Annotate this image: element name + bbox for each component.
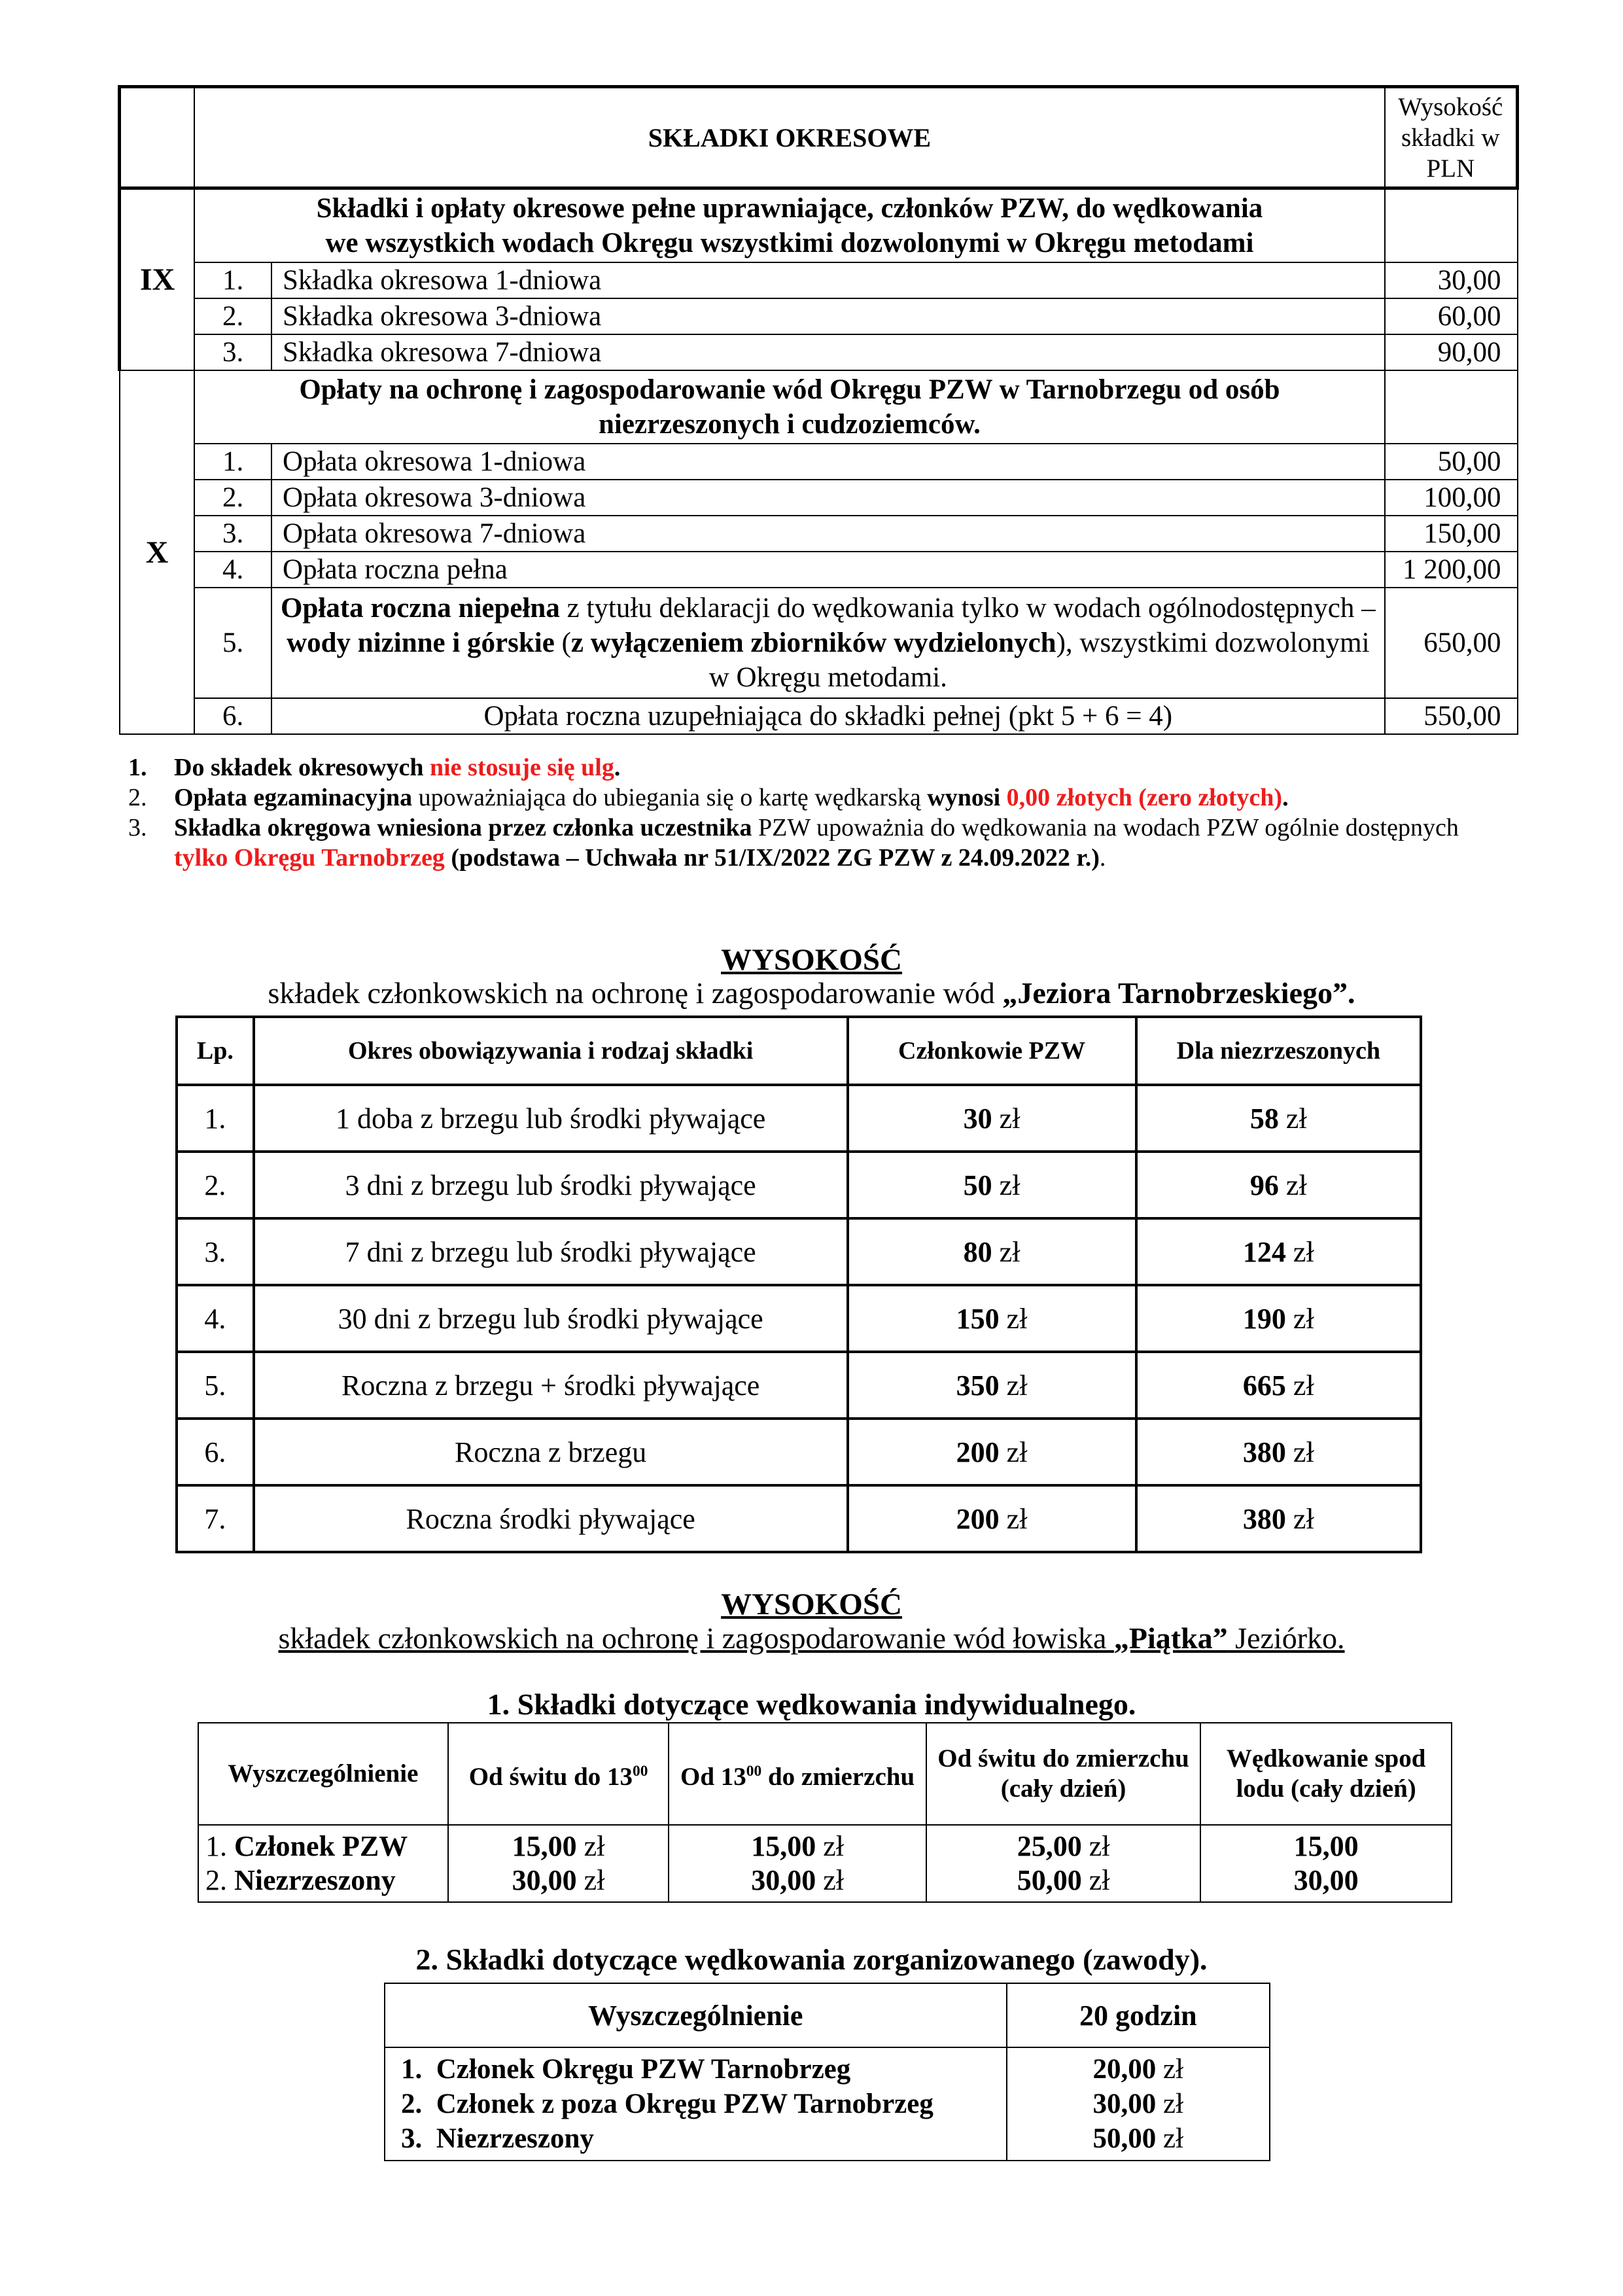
item-number: 1. xyxy=(401,2054,423,2085)
fee-amount: 50,00 xyxy=(1017,1864,1082,1896)
row-label: Opłata roczna uzupełniająca do składki pełnej (pkt 5 + 6 = 4) xyxy=(271,698,1385,734)
row-number: 2. xyxy=(194,298,271,334)
row-value: 90,00 xyxy=(1385,334,1518,370)
fee-unit: zł xyxy=(992,1235,1021,1268)
text-red: nie stosuje się ulg xyxy=(429,754,614,781)
row-label: Opłata okresowa 3-dniowa xyxy=(271,480,1385,516)
list-item xyxy=(401,2052,1006,2087)
text-bold: „Jeziora Tarnobrzeskiego”. xyxy=(1002,976,1355,1010)
row-number: 5. xyxy=(177,1352,254,1419)
fee-pzw-cell xyxy=(848,1285,1136,1352)
item-prefix: 2. xyxy=(205,1864,234,1896)
fee-unit: zł xyxy=(1278,1169,1307,1201)
row-label: Składka okresowa 1-dniowa xyxy=(271,262,1385,298)
fee-non-member-cell xyxy=(1136,1218,1421,1285)
fee-unit: zł xyxy=(1285,1436,1314,1468)
list-item xyxy=(205,1829,447,1863)
row-label: Opłata okresowa 7-dniowa xyxy=(271,516,1385,552)
text-bold: z wyłączeniem zbiorników wydzielonych xyxy=(570,627,1056,658)
fee-amount: 30,00 xyxy=(751,1864,816,1896)
column-header: Wyszczególnienie xyxy=(198,1723,448,1825)
member-types-cell xyxy=(198,1825,448,1902)
table-row xyxy=(177,1085,1421,1152)
fee-amount: 150 xyxy=(956,1302,1000,1335)
row-value: 150,00 xyxy=(1385,516,1518,552)
fee-unit: zł xyxy=(816,1830,844,1862)
fee-cell xyxy=(669,1825,926,1902)
row-description: 30 dni z brzegu lub środki pływające xyxy=(254,1285,848,1352)
footnote-item xyxy=(128,813,1502,873)
text-red: 0,00 złotych (zero złotych) xyxy=(1006,784,1283,811)
fee-non-member-cell xyxy=(1136,1285,1421,1352)
fee-unit: zł xyxy=(999,1436,1028,1468)
fee-amount: 380 xyxy=(1242,1502,1286,1535)
fee-amount: 200 xyxy=(956,1502,1000,1535)
text-plain: . xyxy=(1099,844,1106,872)
column-header: Lp. xyxy=(177,1017,254,1085)
row-value: 30,00 xyxy=(1385,262,1518,298)
row-label: Opłata okresowa 1-dniowa xyxy=(271,444,1385,480)
row-value: 550,00 xyxy=(1385,698,1518,734)
text-plain: PZW upoważnia do wędkowania na wodach PZW ogólnie dostępnych xyxy=(752,814,1459,841)
text-bold: Opłata roczna niepełna xyxy=(281,593,560,624)
fee-cell xyxy=(1200,1825,1452,1902)
table-body xyxy=(177,1085,1421,1552)
text-plain: upoważniająca do ubiegania się o kartę wędkarską xyxy=(412,784,928,811)
row-number: 3. xyxy=(194,516,271,552)
table-row xyxy=(177,1218,1421,1285)
footnote-number: 1. xyxy=(128,754,147,781)
fee-unit: zł xyxy=(1156,2089,1184,2119)
value-column-header: Wysokość składki w PLN xyxy=(1385,87,1518,188)
text-bold: Do składek okresowych xyxy=(174,754,430,781)
section-title: WYSOKOŚĆ xyxy=(721,1587,902,1621)
item-label: Członek z poza Okręgu PZW Tarnobrzeg xyxy=(436,2089,934,2119)
individual-fishing-fees-table xyxy=(198,1722,1452,1903)
text-bold: Opłata egzaminacyjna xyxy=(174,784,413,811)
row-number: 3. xyxy=(194,334,271,370)
column-header xyxy=(669,1723,926,1825)
section-subtitle xyxy=(0,1621,1623,1655)
header-sup: 00 xyxy=(746,1762,762,1780)
row-number: 3. xyxy=(177,1218,254,1285)
fee-non-member-cell xyxy=(1136,1085,1421,1152)
fee-amount: 30,00 xyxy=(512,1864,577,1896)
fee-unit: zł xyxy=(576,1830,605,1862)
fee-amount: 50 xyxy=(963,1169,992,1201)
group-title xyxy=(194,188,1384,263)
row-number: 4. xyxy=(177,1285,254,1352)
text-plain: ( xyxy=(554,627,571,658)
column-header: Od świtu do zmierzchu (cały dzień) xyxy=(926,1723,1200,1825)
fee-amount: 20,00 xyxy=(1092,2054,1157,2085)
empty-value-cell xyxy=(1385,188,1518,263)
text-bold: Składka okręgowa wniesiona przez członka uczestnika xyxy=(174,814,752,841)
column-header: 20 godzin xyxy=(1007,1983,1270,2047)
header-sup: 00 xyxy=(633,1762,648,1780)
fee-amount: 665 xyxy=(1242,1369,1286,1402)
table-row xyxy=(177,1152,1421,1218)
fee-unit: zł xyxy=(999,1302,1028,1335)
item-label: Niezrzeszony xyxy=(436,2123,594,2154)
fee-unit: zł xyxy=(1156,2054,1184,2085)
row-value: 60,00 xyxy=(1385,298,1518,334)
group-title xyxy=(194,370,1384,444)
fee-amount: 15,00 xyxy=(1293,1830,1359,1862)
jezioro-fees-table xyxy=(175,1016,1422,1553)
group-title-line: we wszystkich wodach Okręgu wszystkimi dozwolonymi w Okręgu metodami xyxy=(325,228,1254,258)
row-label: Składka okresowa 7-dniowa xyxy=(271,334,1385,370)
column-header: Wyszczególnienie xyxy=(385,1983,1007,2047)
group-title-line: Składki i opłaty okresowe pełne uprawniające, członków PZW, do wędkowania xyxy=(316,193,1263,224)
fee-unit: zł xyxy=(992,1102,1021,1135)
row-description: 1 doba z brzegu lub środki pływające xyxy=(254,1085,848,1152)
fee-amount: 15,00 xyxy=(751,1830,816,1862)
fee-unit: zł xyxy=(1285,1235,1314,1268)
row-description: Roczna z brzegu + środki pływające xyxy=(254,1352,848,1419)
fee-amount: 15,00 xyxy=(512,1830,577,1862)
row-number: 1. xyxy=(177,1085,254,1152)
fee-unit: zł xyxy=(1285,1369,1314,1402)
row-value: 650,00 xyxy=(1385,588,1518,698)
fee-unit: zł xyxy=(816,1864,844,1896)
text-bold: . xyxy=(1282,784,1289,811)
fee-non-member-cell xyxy=(1136,1419,1421,1485)
footnote-item xyxy=(128,752,1502,783)
footnote-number: 3. xyxy=(128,814,147,841)
header-text: do zmierzchu xyxy=(761,1762,915,1791)
table-title: SKŁADKI OKRESOWE xyxy=(194,87,1384,188)
fee-amount: 58 xyxy=(1249,1102,1279,1135)
text-bold: „Piątka” xyxy=(1113,1621,1228,1655)
header-corner-cell xyxy=(120,87,195,188)
text-plain: składek członkowskich na ochronę i zagospodarowanie wód łowiska xyxy=(278,1621,1114,1655)
row-number: 1. xyxy=(194,262,271,298)
fee-unit: zł xyxy=(1285,1302,1314,1335)
fee-amount: 30 xyxy=(963,1102,992,1135)
row-number: 7. xyxy=(177,1485,254,1552)
fee-pzw-cell xyxy=(848,1152,1136,1218)
footnote-item xyxy=(128,783,1502,813)
fee-amount: 80 xyxy=(963,1235,992,1268)
fee-amount: 25,00 xyxy=(1017,1830,1082,1862)
footnotes xyxy=(128,752,1502,873)
text-plain: składek członkowskich na ochronę i zagospodarowanie wód xyxy=(268,976,1003,1010)
fee-amount: 200 xyxy=(956,1436,1000,1468)
fee-unit: zł xyxy=(1156,2123,1184,2154)
list-item xyxy=(401,2087,1006,2121)
footnote-number: 2. xyxy=(128,784,147,811)
list-item xyxy=(205,1863,447,1898)
item-label: Niezrzeszony xyxy=(234,1864,396,1896)
fee-unit: zł xyxy=(992,1169,1021,1201)
row-description: 3 dni z brzegu lub środki pływające xyxy=(254,1152,848,1218)
row-label: Składka okresowa 3-dniowa xyxy=(271,298,1385,334)
row-label: Opłata roczna pełna xyxy=(271,552,1385,588)
fee-pzw-cell xyxy=(848,1218,1136,1285)
section-title: WYSOKOŚĆ xyxy=(721,943,902,977)
text-bold: wynosi xyxy=(927,784,1007,811)
group-roman-ix: IX xyxy=(120,188,195,371)
text-plain: Jeziórko. xyxy=(1227,1621,1345,1655)
fee-non-member-cell xyxy=(1136,1152,1421,1218)
group-title-line: niezrzeszonych i cudzoziemców. xyxy=(598,409,981,440)
text-bold: wody nizinne i górskie xyxy=(287,627,555,658)
fee-unit: zł xyxy=(999,1369,1028,1402)
text-plain: z tytułu deklaracji do wędkowania tylko w wodach ogólnodostępnych – xyxy=(559,593,1376,624)
fee-amount: 30,00 xyxy=(1092,2089,1157,2119)
fee-cell xyxy=(448,1825,669,1902)
table-row xyxy=(177,1419,1421,1485)
fee-unit: zł xyxy=(1278,1102,1307,1135)
fee-non-member-cell xyxy=(1136,1352,1421,1419)
column-header: Wędkowanie spod lodu (cały dzień) xyxy=(1200,1723,1452,1825)
fee-unit: zł xyxy=(1285,1502,1314,1535)
empty-value-cell xyxy=(1385,370,1518,444)
header-text: Od świtu do 13 xyxy=(468,1762,633,1791)
row-number: 6. xyxy=(177,1419,254,1485)
text-bold: (podstawa – Uchwała nr 51/IX/2022 ZG PZW z 24.09.2022 r.) xyxy=(444,844,1100,872)
row-value: 100,00 xyxy=(1385,480,1518,516)
competition-fees-table xyxy=(384,1983,1270,2161)
table-row xyxy=(177,1352,1421,1419)
group-title-line: Opłaty na ochronę i zagospodarowanie wód Okręgu PZW w Tarnobrzegu od osób xyxy=(299,374,1280,405)
column-header: Dla niezrzeszonych xyxy=(1136,1017,1421,1085)
row-number: 4. xyxy=(194,552,271,588)
text-bold: . xyxy=(614,754,621,781)
fee-amount: 350 xyxy=(956,1369,1000,1402)
subsection-heading: 1. Składki dotyczące wędkowania indywidualnego. xyxy=(487,1687,1136,1721)
fee-cell xyxy=(926,1825,1200,1902)
table-row xyxy=(177,1285,1421,1352)
row-number: 2. xyxy=(194,480,271,516)
row-description: Roczna z brzegu xyxy=(254,1419,848,1485)
list-item xyxy=(401,2121,1006,2156)
item-label: Członek Okręgu PZW Tarnobrzeg xyxy=(436,2054,851,2085)
row-value: 1 200,00 xyxy=(1385,552,1518,588)
column-header: Okres obowiązywania i rodzaj składki xyxy=(254,1017,848,1085)
item-number: 2. xyxy=(401,2089,423,2119)
text-plain: ), wszystkimi dozwolonymi w Okręgu metodami. xyxy=(708,627,1370,693)
row-number: 1. xyxy=(194,444,271,480)
member-types-cell xyxy=(385,2047,1007,2161)
item-label: Członek PZW xyxy=(234,1830,408,1862)
fee-amount: 96 xyxy=(1249,1169,1279,1201)
header-text: Od 13 xyxy=(680,1762,746,1791)
row-description: Roczna środki pływające xyxy=(254,1485,848,1552)
fee-unit: zł xyxy=(1081,1864,1110,1896)
fee-cell xyxy=(1007,2047,1270,2161)
subsection-heading: 2. Składki dotyczące wędkowania zorganizowanego (zawody). xyxy=(415,1943,1208,1976)
row-number: 6. xyxy=(194,698,271,734)
table-row xyxy=(177,1485,1421,1552)
column-header xyxy=(448,1723,669,1825)
section-subtitle xyxy=(0,976,1623,1010)
fee-amount: 380 xyxy=(1242,1436,1286,1468)
item-number: 3. xyxy=(401,2123,423,2154)
periodic-fees-table xyxy=(118,85,1519,735)
column-header: Członkowie PZW xyxy=(848,1017,1136,1085)
row-description: 7 dni z brzegu lub środki pływające xyxy=(254,1218,848,1285)
fee-amount: 124 xyxy=(1242,1235,1286,1268)
row-label-partial-annual xyxy=(271,588,1385,698)
text-red: tylko Okręgu Tarnobrzeg xyxy=(174,844,445,872)
fee-unit: zł xyxy=(1081,1830,1110,1862)
fee-non-member-cell xyxy=(1136,1485,1421,1552)
fee-amount: 30,00 xyxy=(1293,1864,1359,1896)
fee-pzw-cell xyxy=(848,1485,1136,1552)
fee-amount: 190 xyxy=(1242,1302,1286,1335)
row-value: 50,00 xyxy=(1385,444,1518,480)
fee-pzw-cell xyxy=(848,1419,1136,1485)
fee-unit: zł xyxy=(576,1864,605,1896)
group-roman-x: X xyxy=(120,370,195,734)
row-number: 5. xyxy=(194,588,271,698)
fee-unit: zł xyxy=(999,1502,1028,1535)
row-number: 2. xyxy=(177,1152,254,1218)
fee-pzw-cell xyxy=(848,1352,1136,1419)
fee-amount: 50,00 xyxy=(1092,2123,1157,2154)
item-prefix: 1. xyxy=(205,1830,234,1862)
fee-pzw-cell xyxy=(848,1085,1136,1152)
